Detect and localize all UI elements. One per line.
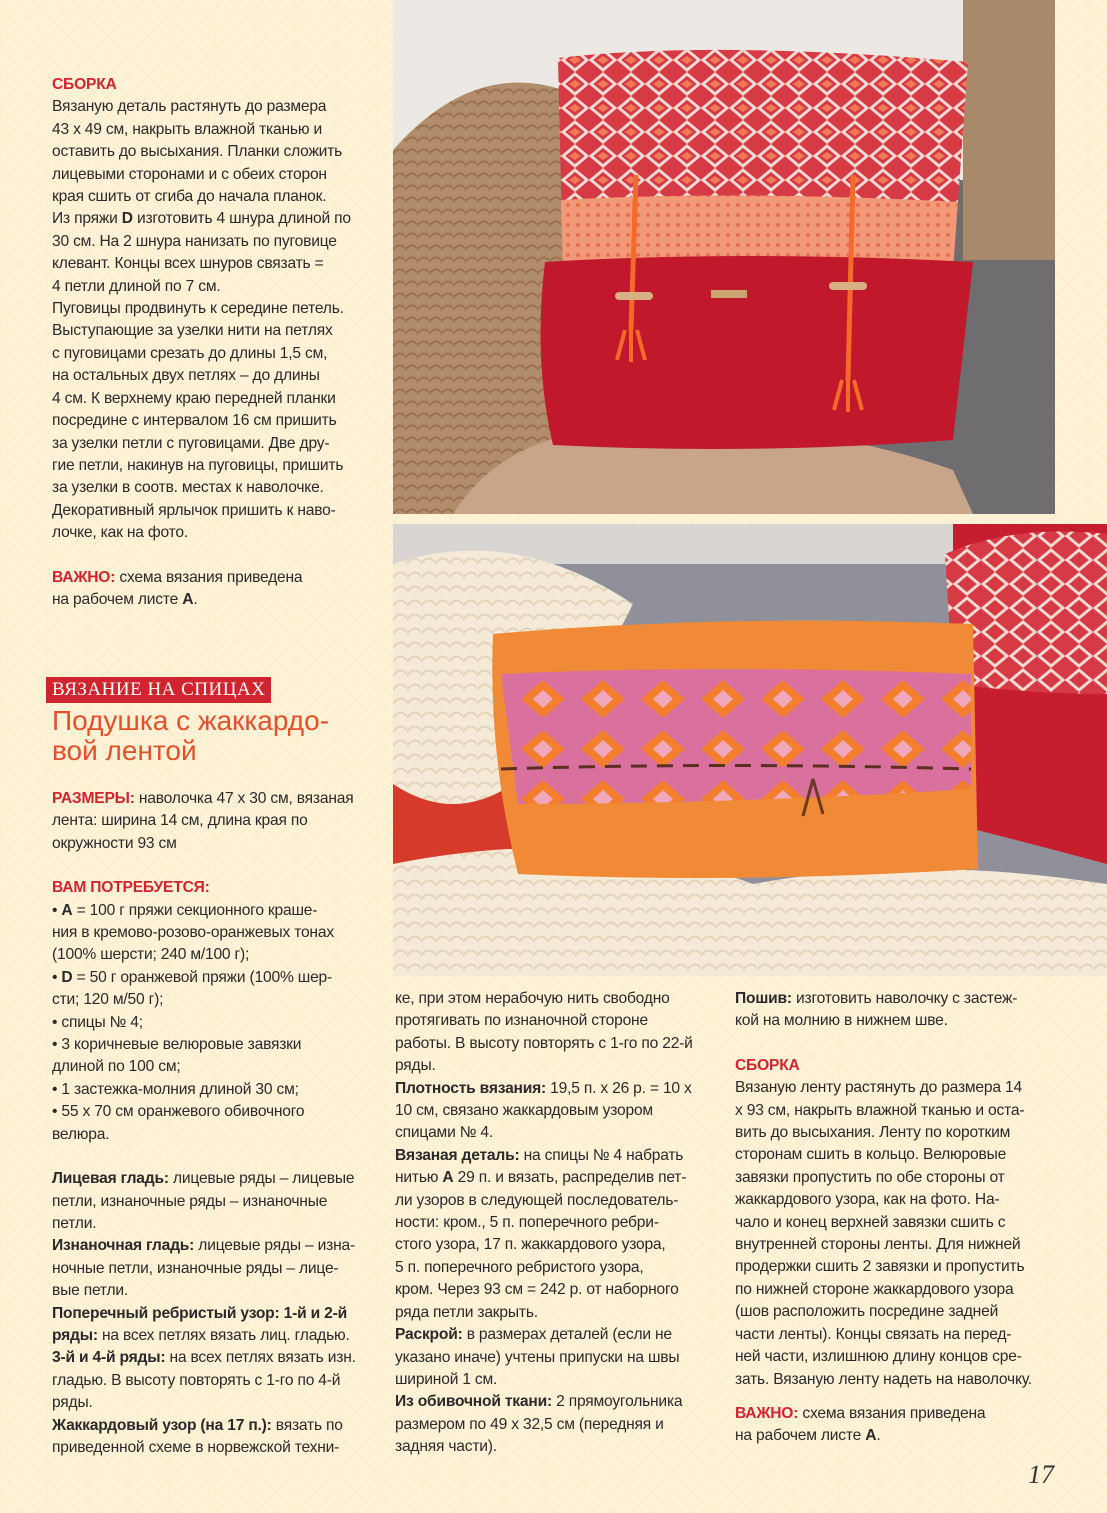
text-line: Из пряжи D изготовить 4 шнура длиной по bbox=[52, 210, 351, 228]
text-line: приведенной схеме в норвежской техни- bbox=[52, 1438, 340, 1456]
instructions-right-column bbox=[735, 988, 1057, 1448]
material-item: • спицы № 4; bbox=[52, 1013, 143, 1031]
materials-heading: ВАМ ПОТРЕБУЕТСЯ: bbox=[52, 879, 210, 897]
important-note-2-line2: на рабочем листе А. bbox=[735, 1427, 881, 1445]
text-line: ряды. bbox=[395, 1057, 436, 1075]
text-line: сторонам сшить в кольцо. Велюровые bbox=[735, 1146, 1007, 1164]
text-line: задняя части). bbox=[395, 1438, 497, 1456]
text-line: спицами № 4. bbox=[395, 1124, 493, 1142]
photo-orange-cushion bbox=[393, 524, 1107, 976]
text-line: части ленты). Концы связать на перед- bbox=[735, 1325, 1012, 1343]
text-line: ряды: на всех петлях вязать лиц. гладью. bbox=[52, 1326, 350, 1344]
text-line: лента: ширина 14 см, длина края по bbox=[52, 812, 308, 830]
text-line: указано иначе) учтены припуски на швы bbox=[395, 1348, 680, 1366]
text-line: кром. Через 93 см = 242 р. от наборного bbox=[395, 1281, 679, 1299]
text-line: оставить до высыхания. Планки сложить bbox=[52, 143, 343, 161]
text-line: Пуговицы продвинуть к середине петель. bbox=[52, 300, 344, 318]
text-line: шириной 1 см. bbox=[395, 1370, 498, 1388]
cutting: Раскрой: в размерах деталей (если не bbox=[395, 1326, 672, 1344]
text-line: ряды. bbox=[52, 1394, 93, 1412]
text-line: ночные петли, изнаночные ряды – лице- bbox=[52, 1259, 339, 1277]
text-line: протягивать по изнаночной стороне bbox=[395, 1012, 648, 1030]
text-line: лицевыми сторонами и с обеих сторон bbox=[52, 165, 327, 183]
text-line: 4 см. К верхнему краю передней планки bbox=[52, 389, 336, 407]
text-line: зать. Вязаную ленту надеть на наволочку. bbox=[735, 1370, 1032, 1388]
text-line: Вязаную деталь растянуть до размера bbox=[52, 98, 327, 116]
fabric: Из обивочной ткани: 2 прямоугольника bbox=[395, 1393, 683, 1411]
material-item: • D = 50 г оранжевой пряжи (100% шер- bbox=[52, 968, 333, 986]
text-line: завязки пропустить по обе стороны от bbox=[735, 1168, 1005, 1186]
text-line: Выступающие за узелки нити на петлях bbox=[52, 322, 333, 340]
materials-column bbox=[52, 788, 377, 1459]
text-line: 5 п. поперечного ребристого узора, bbox=[395, 1258, 644, 1276]
important-note-1-line2: на рабочем листе А. bbox=[52, 590, 198, 608]
text-line: Вязаную ленту растянуть до размера 14 bbox=[735, 1079, 1022, 1097]
text-line: 10 см, связано жаккардовым узором bbox=[395, 1102, 653, 1120]
stitch-reverse: Изнаночная гладь: лицевые ряды – изна- bbox=[52, 1237, 355, 1255]
material-item: • 55 х 70 см оранжевого обивочного bbox=[52, 1103, 305, 1121]
text-line: Декоративный ярлычок пришить к наво- bbox=[52, 501, 336, 519]
text-line: чало и конец верхней завязки сшить с bbox=[735, 1213, 1006, 1231]
text-line: посредине с интервалом 16 см пришить bbox=[52, 412, 337, 430]
text-line: ния в кремово-розово-оранжевых тонах bbox=[52, 924, 334, 942]
text-line: х 93 см, накрыть влажной тканью и оста- bbox=[735, 1101, 1025, 1119]
text-line: велюра. bbox=[52, 1125, 110, 1143]
text-line: жаккардового узора, как на фото. На- bbox=[735, 1191, 1000, 1209]
material-item: • А = 100 г пряжи секционного краше- bbox=[52, 901, 318, 919]
important-note-2: ВАЖНО: схема вязания приведена bbox=[735, 1404, 986, 1422]
assembly-instructions-1 bbox=[52, 74, 372, 611]
text-line: лочке, как на фото. bbox=[52, 524, 189, 542]
text-line: окружности 93 см bbox=[52, 834, 177, 852]
assembly-heading-1: СБОРКА bbox=[52, 76, 117, 93]
text-line: стого узора, 17 п. жаккардового узора, bbox=[395, 1236, 666, 1254]
text-line: (шов расположить посредине задней bbox=[735, 1303, 999, 1321]
text-line: внутренней стороны ленты. Для нижней bbox=[735, 1236, 1021, 1254]
text-line: за узелки в соотв. местах к наволочке. bbox=[52, 479, 324, 497]
text-line: с пуговицами срезать до длины 1,5 см, bbox=[52, 344, 328, 362]
text-line: по нижней стороне жаккардового узора bbox=[735, 1280, 1014, 1298]
text-line: кой на молнию в нижнем шве. bbox=[735, 1012, 948, 1030]
red-cushion-illustration bbox=[393, 0, 1055, 514]
knitted-piece: Вязаная деталь: на спицы № 4 набрать bbox=[395, 1146, 684, 1164]
text-line: сти; 120 м/50 г); bbox=[52, 991, 164, 1009]
text-line: ряда петли закрыть. bbox=[395, 1303, 538, 1321]
instructions-middle-column bbox=[395, 988, 717, 1459]
sizes: РАЗМЕРЫ: наволочка 47 х 30 см, вязаная bbox=[52, 790, 354, 807]
text-line: 43 х 49 см, накрыть влажной тканью и bbox=[52, 120, 322, 138]
material-item: • 1 застежка-молния длиной 30 см; bbox=[52, 1080, 299, 1098]
stitch-stockinette: Лицевая гладь: лицевые ряды – лицевые bbox=[52, 1170, 355, 1188]
text-line: ли узоров в следующей последователь- bbox=[395, 1191, 679, 1209]
text-line: (100% шерсти; 240 м/100 г); bbox=[52, 946, 250, 964]
text-line: вые петли. bbox=[52, 1282, 129, 1300]
section-badge: ВЯЗАНИЕ НА СПИЦАХ bbox=[46, 677, 271, 703]
text-line: работы. В высоту повторять с 1-го по 22-й bbox=[395, 1034, 693, 1052]
text-line: на остальных двух петлях – до длины bbox=[52, 367, 320, 385]
assembly-heading-2: СБОРКА bbox=[735, 1056, 800, 1074]
text-line: 4 петли длиной по 7 см. bbox=[52, 277, 221, 295]
text-line: края сшить от сгиба до начала планок. bbox=[52, 188, 327, 206]
text-line: петли, изнаночные ряды – изнаночные bbox=[52, 1192, 328, 1210]
text-line: ней части, излишнюю длину концов сре- bbox=[735, 1348, 1022, 1366]
text-line: продержки сшить 2 завязки и пропустить bbox=[735, 1258, 1025, 1276]
text-line: нитью А 29 п. и вязать, распределив пет- bbox=[395, 1169, 687, 1187]
text-line: гладью. В высоту повторять с 1-го по 4-й bbox=[52, 1371, 341, 1389]
important-note-1: ВАЖНО: схема вязания приведена bbox=[52, 568, 303, 586]
sewing: Пошив: изготовить наволочку с застеж- bbox=[735, 990, 1018, 1007]
text-line: за узелки петли с пуговицами. Две дру- bbox=[52, 434, 330, 452]
photo-red-cushion bbox=[393, 0, 1055, 514]
stitch-rib-34: 3-й и 4-й ряды: на всех петлях вязать изн. bbox=[52, 1349, 356, 1367]
text-line: гие петли, накинув на пуговицы, пришить bbox=[52, 456, 344, 474]
text-line: 30 см. На 2 шнура нанизать по пуговице bbox=[52, 232, 337, 250]
orange-cushion-illustration bbox=[393, 524, 1107, 976]
page-number: 17 bbox=[1028, 1460, 1054, 1489]
text-line: вить до высыхания. Ленту по коротким bbox=[735, 1124, 1011, 1142]
text-line: длиной по 100 см; bbox=[52, 1058, 181, 1076]
text-line: петли. bbox=[52, 1214, 97, 1232]
text-line: клевант. Концы всех шнуров связать = bbox=[52, 255, 324, 273]
stitch-rib-heading: Поперечный ребристый узор: 1-й и 2-й bbox=[52, 1304, 347, 1322]
text-line: ке, при этом нерабочую нить свободно bbox=[395, 990, 670, 1007]
text-line: размером по 49 х 32,5 см (передняя и bbox=[395, 1415, 664, 1433]
project-title: Подушка с жаккардо- вой лентой bbox=[52, 705, 330, 766]
text-line: ности: кром., 5 п. поперечного ребри- bbox=[395, 1214, 659, 1232]
stitch-jacquard: Жаккардовый узор (на 17 п.): вязать по bbox=[52, 1416, 343, 1434]
material-item: • 3 коричневые велюровые завязки bbox=[52, 1036, 302, 1054]
gauge: Плотность вязания: 19,5 п. х 26 р. = 10 х bbox=[395, 1079, 692, 1097]
